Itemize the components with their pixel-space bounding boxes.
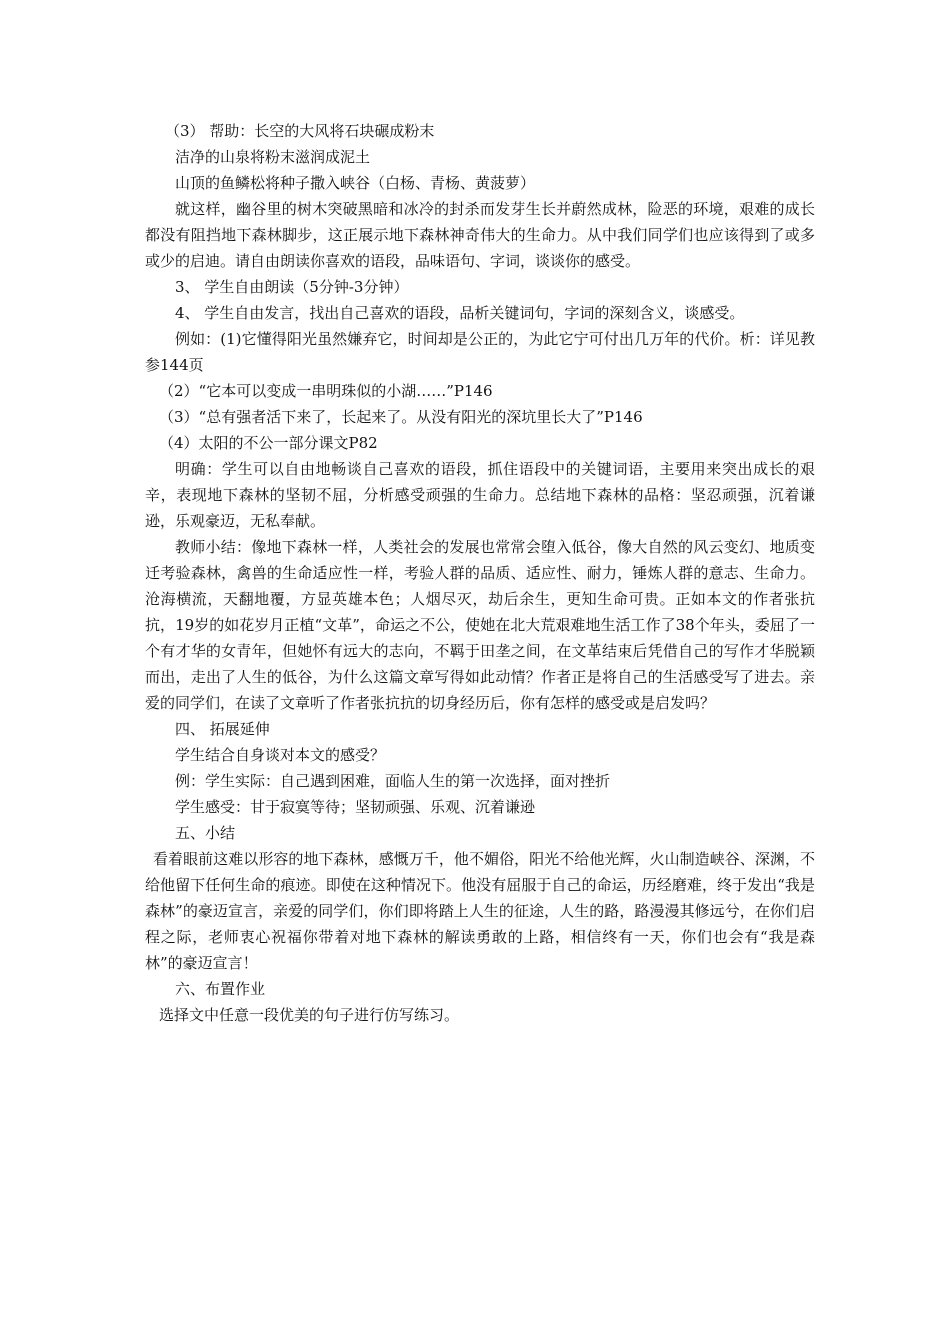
- paragraph-fish-scale-pine: 山顶的鱼鳞松将种子撒入峡谷（白杨、青杨、黄菠萝）: [175, 174, 536, 192]
- paragraph-forest-growth: 就这样，幽谷里的树木突破黑暗和冰冷的封杀而发芽生长并蔚然成林，险恶的环境，艰难的成长都没有阻挡地下森林脚步，这正展示地下森林神奇伟大的生命力。从中我们同学们也应该得到了或多或少的启迪。请自由朗读你喜欢的语段，品味语句、字词，谈谈你的感受。: [145, 200, 815, 270]
- paragraph-student-feeling: 学生感受：甘于寂寞等待；坚韧顽强、乐观、沉着谦逊: [175, 798, 536, 816]
- section-heading-summary: 五、小结: [175, 824, 236, 842]
- paragraph-clarification: 明确：学生可以自由地畅谈自己喜欢的语段，抓住语段中的关键词语，主要用来突出成长的艰辛，表现地下森林的坚韧不屈，分析感受顽强的生命力。总结地下森林的品格：坚忍顽强，沉着谦逊，乐观豪迈，无私奉献。: [145, 460, 815, 530]
- document-page: [145, 118, 815, 1028]
- section-heading-homework: 六、布置作业: [175, 980, 266, 998]
- paragraph-spring-water: 洁净的山泉将粉末滋润成泥土: [175, 148, 371, 166]
- paragraph-homework: 选择文中任意一段优美的句子进行仿写练习。: [159, 1006, 460, 1024]
- paragraph-closing-summary: 看着眼前这难以形容的地下森林，感慨万千，他不媚俗，阳光不给他光辉，火山制造峡谷、深渊，不给他留下任何生命的痕迹。即使在这种情况下。他没有屈服于自己的命运，历经磨难，终于发出“我是森林”的豪迈宣言，亲爱的同学们，你们即将踏上人生的征途，人生的路，路漫漫其修远兮，在你们启程之际，老师衷心祝福你带着对地下森林的解读勇敢的上路，相信终有一天，你们也会有“我是森林”的豪迈宣言！: [145, 850, 815, 972]
- paragraph-example-1: 例如：(1)它懂得阳光虽然嫌弃它，时间却是公正的，为此它宁可付出几万年的代价。析：详见教参144页: [145, 330, 815, 374]
- paragraph-help-wind: （3） 帮助：长空的大风将石块碾成粉末: [165, 122, 435, 140]
- paragraph-teacher-summary: 教师小结：像地下森林一样，人类社会的发展也常常会堕入低谷，像大自然的风云变幻、地质变迁考验森林，禽兽的生命适应性一样，考验人群的品质、适应性、耐力，锤炼人群的意志、生命力。沧海横流，天翻地覆，方显英雄本色；人烟尽灭，劫后余生，更知生命可贵。正如本文的作者张抗抗，19岁的如花岁月正植“文革”，命运之不公，使她在北大荒艰难地生活工作了38个年头，委屈了一个有才华的女青年，但她怀有远大的志向，不羁于田垄之间，在文革结束后凭借自己的写作才华脱颖而出，走出了人生的低谷，为什么这篇文章写得如此动情？作者正是将自己的生活感受写了进去。亲爱的同学们，在读了文章听了作者张抗抗的切身经历后，你有怎样的感受或是启发吗？: [145, 538, 815, 712]
- paragraph-example-4: （4）太阳的不公一部分课文P82: [159, 434, 378, 452]
- paragraph-example-3: （3）“总有强者活下来了，长起来了。从没有阳光的深坑里长大了”P146: [159, 408, 643, 426]
- paragraph-example-2: （2）“它本可以变成一串明珠似的小湖……”P146: [159, 382, 493, 400]
- paragraph-step-4-speaking: 4、 学生自由发言，找出自己喜欢的语段，品析关键词句，字词的深刻含义，谈感受。: [175, 304, 745, 322]
- paragraph-student-reflection: 学生结合自身谈对本文的感受？: [175, 746, 386, 764]
- paragraph-step-3-reading: 3、 学生自由朗读（5分钟-3分钟）: [175, 278, 409, 296]
- section-heading-extension: 四、 拓展延伸: [175, 720, 270, 738]
- paragraph-student-example: 例：学生实际：自己遇到困难，面临人生的第一次选择，面对挫折: [175, 772, 611, 790]
